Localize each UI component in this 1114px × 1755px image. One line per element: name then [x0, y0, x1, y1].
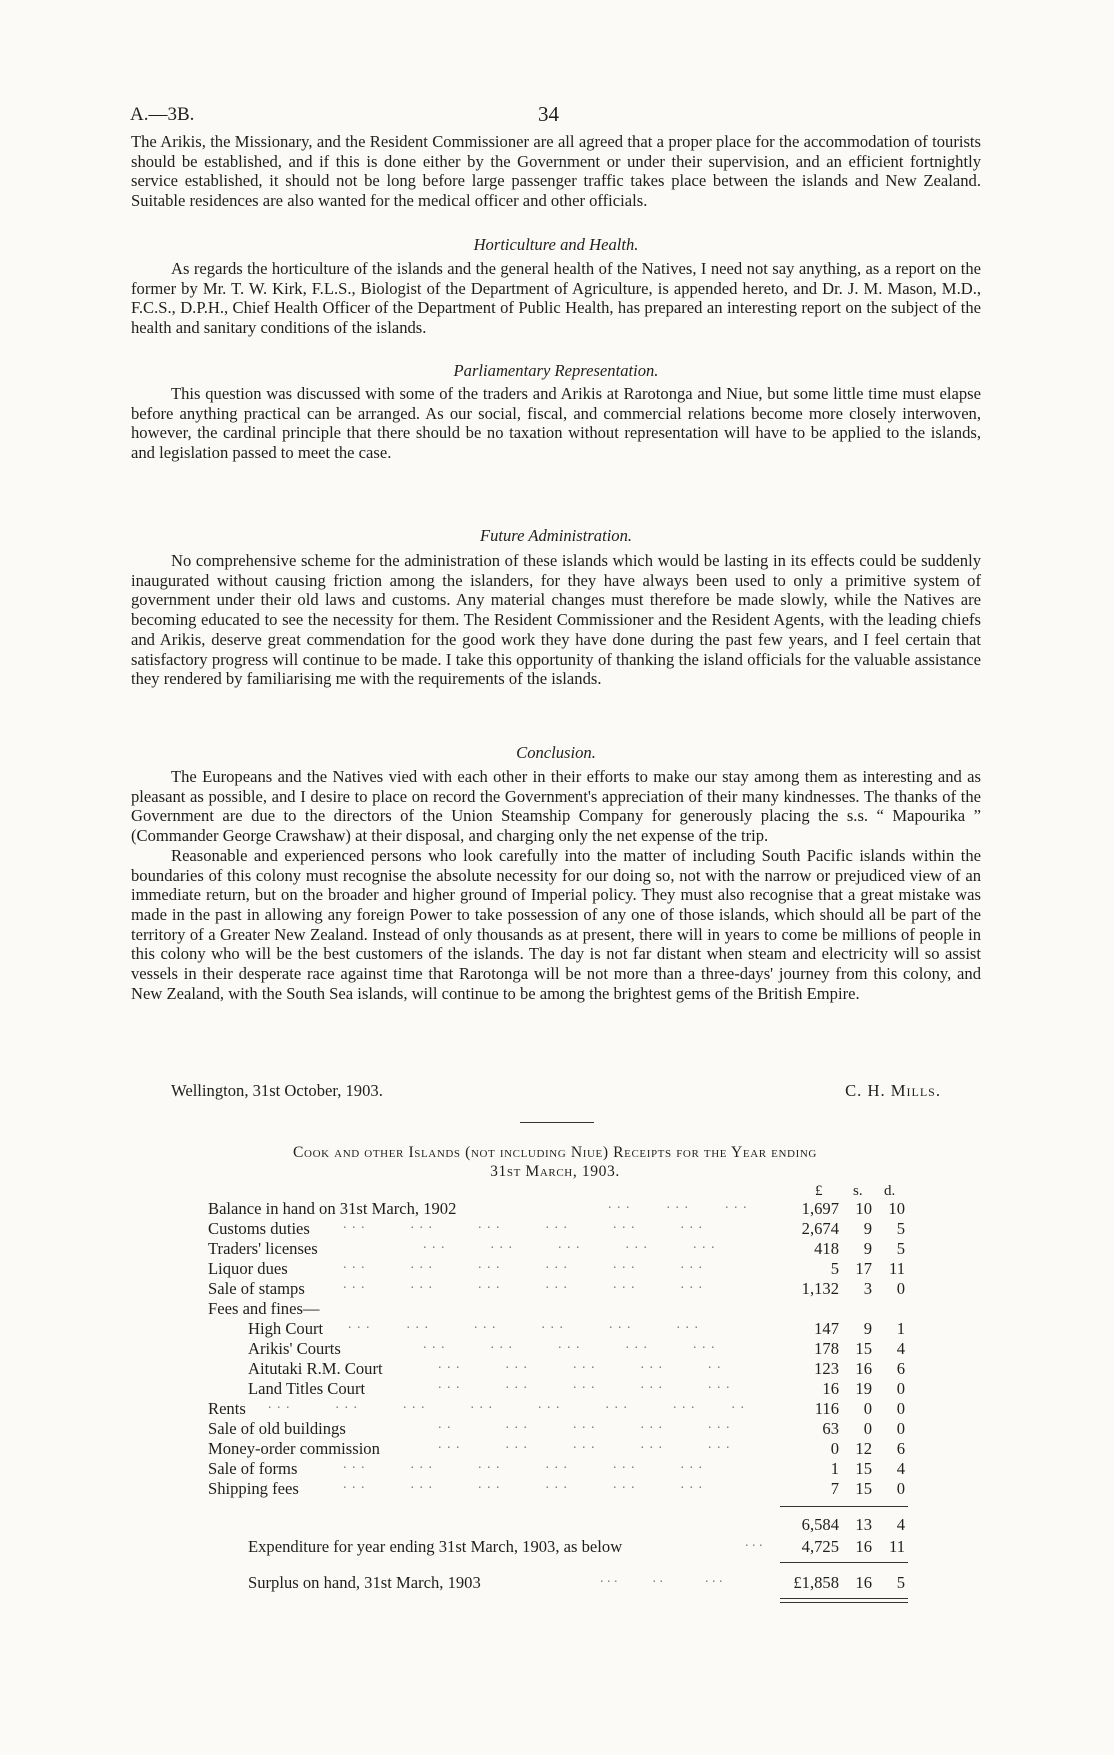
- leader-dots: . . . . . . . . . . . . . . . . . .: [343, 1457, 703, 1472]
- amount-shillings: 15: [855, 1339, 872, 1358]
- row-label: Sale of forms: [208, 1459, 298, 1478]
- amount-shillings: 17: [855, 1259, 872, 1278]
- amount-pounds: 1,132: [801, 1279, 839, 1298]
- amount-pence: 5: [896, 1219, 905, 1238]
- amount-row: [0, 1359, 1114, 1379]
- future-paragraph: [131, 551, 981, 689]
- final-double-rule: [780, 1598, 908, 1603]
- section-divider: [520, 1122, 594, 1123]
- surplus-pence: 5: [896, 1573, 905, 1592]
- leader-dots: . . . . . . . . . . . . . . . . . .: [343, 1477, 703, 1492]
- horticulture-heading: Horticulture and Health.: [473, 235, 639, 254]
- amount-pounds: 178: [814, 1339, 839, 1358]
- expenditure-shillings: 16: [855, 1537, 872, 1556]
- amount-shillings: 9: [863, 1319, 872, 1338]
- row-label: Sale of stamps: [208, 1279, 305, 1298]
- amount-row: [0, 1279, 1114, 1299]
- amount-shillings: 10: [855, 1199, 872, 1218]
- row-label: Fees and fines—: [208, 1299, 320, 1318]
- amount-pounds: 1,697: [801, 1199, 839, 1218]
- row-label: Money-order commission: [208, 1439, 380, 1458]
- amount-pence: 6: [896, 1439, 905, 1458]
- leader-dots: . . . . . . . . . . . . . . . . . .: [343, 1217, 703, 1232]
- amount-pounds: 418: [814, 1239, 839, 1258]
- expenditure-pounds: 4,725: [801, 1537, 839, 1556]
- document-reference: A.—3B.: [130, 104, 195, 125]
- intro-paragraph: [131, 132, 981, 211]
- leader-dots: . . .: [745, 1535, 763, 1550]
- amount-row: [0, 1399, 1114, 1419]
- amount-shillings: 0: [863, 1399, 872, 1418]
- conclusion-text-2: Reasonable and experienced persons who look carefully into the matter of including South Pacific islands within the boundaries of this colony must recognise the absolute necessity for our doing so, not with the narrow or prejudiced view of an immediate return, but on the broader and higher ground of Imperial policy. They must also recognise that a great mistake was made in the past in allowing any foreign Power to take possession of any one of those islands, which should all be part of the territory of a Greater New Zealand. Instead of only thousands as at present, there will in years to come be millions of people in this colony who will be the best customers of the islands. The day is not far distant when steam and electricity will so assist vessels in their desperate race against time that Rarotonga will be not more than a three-days' journey from this colony, and New Zealand, with the South Sea islands, will continue to be among the brightest gems of the British Empire.: [131, 845, 981, 1003]
- conclusion-text-1: The Europeans and the Natives vied with each other in their efforts to make our stay among them as interesting and as pleasant as possible, and I desire to place on record the Government's appreciation of their many kindnesses. The thanks of the Government are due to the directors of the Union Steamship Company for generously placing the s.s. “ Mapourika ” (Commander George Crawshaw) at their disposal, and charging only the net expense of the trip.: [131, 767, 981, 846]
- amount-shillings: 15: [855, 1459, 872, 1478]
- amount-shillings: 16: [855, 1359, 872, 1378]
- amount-pence: 5: [896, 1239, 905, 1258]
- leader-dots: . . . . . . . . .: [608, 1197, 748, 1212]
- future-heading: Future Administration.: [479, 526, 633, 545]
- amount-pounds: 63: [822, 1419, 839, 1438]
- leader-dots: . . . . . . . . . . . . . . .: [438, 1437, 731, 1452]
- expenditure-row: [0, 1537, 1114, 1557]
- surplus-rule: [780, 1562, 908, 1563]
- parliament-paragraph: [131, 384, 981, 463]
- shillings-header: s.: [853, 1183, 863, 1199]
- amount-row: [0, 1339, 1114, 1359]
- horticulture-text: As regards the horticulture of the islands and the general health of the Natives, I need not say anything, as a report on the former by Mr. T. W. Kirk, F.L.S., Biologist of the Department of Agriculture, is appended hereto, and Dr. J. M. Mason, M.D., F.C.S., D.P.H., Chief Health Officer of the Department of Public Health, has prepared an interesting report on the subject of the health and sanitary conditions of the islands.: [131, 259, 981, 338]
- amount-pounds: 2,674: [801, 1219, 839, 1238]
- leader-dots: . . . . . . . . . . . . . . . . . . . . . . .: [268, 1397, 745, 1412]
- row-label: Customs duties: [208, 1219, 310, 1238]
- amount-shillings: 15: [855, 1479, 872, 1498]
- leader-dots: . . . . . . . . . . . . . . . . . .: [343, 1277, 703, 1292]
- amount-pounds: 123: [814, 1359, 839, 1378]
- amount-pence: 11: [889, 1259, 905, 1278]
- amount-pence: 1: [896, 1319, 905, 1338]
- conclusion-heading: Conclusion.: [516, 743, 596, 762]
- parliament-heading: Parliamentary Representation.: [453, 361, 659, 380]
- surplus-label: Surplus on hand, 31st March, 1903: [248, 1573, 481, 1592]
- amount-pounds: 1: [830, 1459, 839, 1478]
- receipts-table-title: [160, 1143, 950, 1181]
- leader-dots: . . . . . . . . . . . . . . .: [423, 1337, 716, 1352]
- leader-dots: . . . . . . . . . . . . . .: [438, 1357, 722, 1372]
- signoff-place-date: Wellington, 31st October, 1903.: [171, 1081, 383, 1100]
- total-pounds: 6,584: [801, 1515, 839, 1534]
- surplus-row: [0, 1573, 1114, 1593]
- row-label: Aitutaki R.M. Court: [248, 1359, 383, 1378]
- page-number: 34: [538, 102, 559, 126]
- amount-pounds: 5: [830, 1259, 839, 1278]
- amount-row: [0, 1479, 1114, 1499]
- row-label: Traders' licenses: [208, 1239, 318, 1258]
- leader-dots: . . . . . . . . . . . . . . .: [438, 1377, 731, 1392]
- table-row: [208, 1299, 908, 1319]
- signature: C. H. Mills.: [845, 1081, 941, 1100]
- amount-shillings: 12: [855, 1439, 872, 1458]
- amount-pounds: 147: [814, 1319, 839, 1338]
- row-label: Shipping fees: [208, 1479, 299, 1498]
- row-label: Arikis' Courts: [248, 1339, 341, 1358]
- amount-shillings: 9: [863, 1239, 872, 1258]
- row-label: Land Titles Court: [248, 1379, 366, 1398]
- row-label: Balance in hand on 31st March, 1902: [208, 1199, 457, 1218]
- leader-dots: . . . . . . . . . . . . . . .: [423, 1237, 716, 1252]
- amount-pence: 4: [896, 1339, 905, 1358]
- pounds-header: £: [815, 1183, 823, 1199]
- amount-row: [0, 1419, 1114, 1439]
- parliament-text: This question was discussed with some of the traders and Arikis at Rarotonga and Niue, but some little time must elapse before anything practical can be arranged. As our social, fiscal, and commercial relations become more closely interwoven, however, the cardinal principle that there should be no taxation without representation will have to be applied to the islands, and legislation passed to meet the case.: [131, 384, 981, 463]
- surplus-shillings: 16: [855, 1573, 872, 1592]
- leader-dots: . . . . . . . . . . . . . .: [438, 1417, 731, 1432]
- pence-header: d.: [884, 1183, 896, 1199]
- amount-pence: 0: [896, 1379, 905, 1398]
- intro-text: The Arikis, the Missionary, and the Resident Commissioner are all agreed that a proper place for the accommodation of tourists should be established, and if this is done either by the Government or under their supervision, and an efficient fortnightly service established, it should not be long before large passenger traffic takes place between the islands and New Zealand. Suitable residences are also wanted for the medical officer and other officials.: [131, 132, 981, 211]
- amount-row: [0, 1259, 1114, 1279]
- leader-dots: . . . . . . . . . . . . . . . . . .: [343, 1257, 703, 1272]
- receipts-title-line-1: Cook and other Islands (not including Niue) Receipts for the Year ending: [293, 1144, 817, 1161]
- amount-pence: 0: [896, 1479, 905, 1498]
- amount-row: [0, 1459, 1114, 1479]
- amount-pounds: 16: [822, 1379, 839, 1398]
- amount-row: [0, 1319, 1114, 1339]
- amount-pence: 4: [896, 1459, 905, 1478]
- amount-pence: 10: [888, 1199, 905, 1218]
- conclusion-paragraphs: [131, 767, 981, 1003]
- amount-row: [0, 1439, 1114, 1459]
- amount-row: [0, 1239, 1114, 1259]
- amount-pence: 0: [896, 1399, 905, 1418]
- amount-row: [0, 1219, 1114, 1239]
- total-row: [0, 1515, 1114, 1535]
- amount-pounds: 0: [830, 1439, 839, 1458]
- surplus-pounds: £1,858: [793, 1573, 839, 1592]
- amount-pounds: 7: [830, 1479, 839, 1498]
- amount-pounds: 116: [814, 1399, 839, 1418]
- receipts-title-line-2: 31st March, 1903.: [490, 1163, 620, 1180]
- amount-shillings: 19: [855, 1379, 872, 1398]
- subtotal-rule: [780, 1506, 908, 1507]
- expenditure-label: Expenditure for year ending 31st March, 1903, as below: [248, 1537, 623, 1556]
- signoff: [171, 1081, 941, 1101]
- row-label: High Court: [248, 1319, 324, 1338]
- amount-shillings: 9: [863, 1219, 872, 1238]
- total-pence: 4: [896, 1515, 905, 1534]
- amount-shillings: 0: [863, 1419, 872, 1438]
- row-label: Rents: [208, 1399, 246, 1418]
- amount-row: [0, 1199, 1114, 1219]
- expenditure-pence: 11: [889, 1537, 905, 1556]
- horticulture-paragraph: [131, 259, 981, 338]
- total-shillings: 13: [855, 1515, 872, 1534]
- leader-dots: . . . . . . . . . . . . . . . . . .: [348, 1317, 699, 1332]
- row-label: Sale of old buildings: [208, 1419, 346, 1438]
- row-label: Liquor dues: [208, 1259, 288, 1278]
- amount-pence: 6: [896, 1359, 905, 1378]
- leader-dots: . . . . . . . .: [600, 1571, 723, 1586]
- amount-row: [0, 1379, 1114, 1399]
- amount-pence: 0: [896, 1419, 905, 1438]
- amount-shillings: 3: [863, 1279, 872, 1298]
- future-text: No comprehensive scheme for the administration of these islands which would be lasting in its effects could be suddenly inaugurated without causing friction among the islanders, for they have always been used to only a primitive system of government under their old laws and customs. Any material changes must therefore be made slowly, while the Natives are becoming educated to see the necessity for them. The Resident Commissioner and the Resident Agents, with the leading chiefs and Arikis, deserve great commendation for the good work they have done during the past few years, and I feel certain that satisfactory progress will continue to be made. I take this opportunity of thanking the island officials for the valuable assistance they rendered by familiarising me with the requirements of the islands.: [131, 551, 981, 689]
- amount-pence: 0: [896, 1279, 905, 1298]
